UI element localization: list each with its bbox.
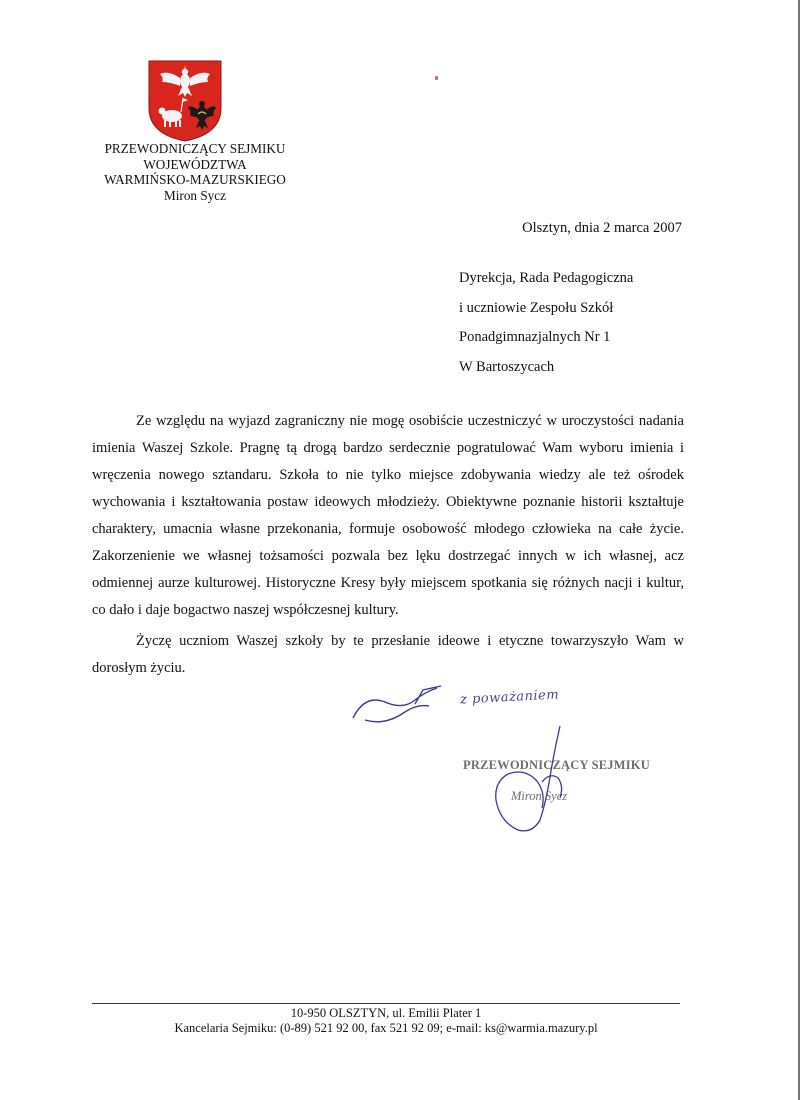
sender-title-line-3: WARMIŃSKO-MAZURSKIEGO bbox=[104, 172, 286, 188]
sender-block bbox=[60, 141, 330, 203]
letter-body-paragraph-2 bbox=[92, 628, 684, 682]
letter-date: Olsztyn, dnia 2 marca 2007 bbox=[522, 220, 682, 236]
footer-contact: Kancelaria Sejmiku: (0-89) 521 92 00, fax 521 92 09; e-mail: ks@warmia.mazury.pl bbox=[174, 1021, 598, 1035]
paragraph-1-text: Ze względu na wyjazd zagraniczny nie mogę osobiście uczestniczyć w uroczystości nadania imienia Waszej Szkole. Pragnę tą drogą bardzo serdecznie pogratulować Wam wyboru imienia i wręczenia nowego sztandaru. Szkoła to nie tylko miejsce zdobywania wiedzy ale też ośrodek wychowania i kształtowania postaw ideowych młodzieży. Obiektywne poznanie historii kształtuje charaktery, umacnia własne przekonania, formuje osobowość młodego człowieka na całe życie. Zakorzenienie we własnej tożsamości pozwala bez lęku dostrzegać innych w ich własnej, acz odmiennej aurze kulturowej. Historyczne Kresy były miejscem spotkania się różnych nacji i kultur, co dało i daje bogactwo naszej współczesnej kultury. bbox=[92, 413, 684, 618]
recipient-block bbox=[459, 270, 633, 388]
scan-speck bbox=[435, 76, 438, 80]
coat-of-arms-logo bbox=[148, 60, 222, 142]
paragraph-2-text: Życzę uczniom Waszej szkoły by te przesłanie ideowe i etyczne towarzyszyło Wam w dorosłym życiu. bbox=[92, 633, 684, 676]
footer-address: 10-950 OLSZTYN, ul. Emilii Plater 1 bbox=[290, 1006, 482, 1020]
sender-title-line-1: PRZEWODNICZĄCY SEJMIKU bbox=[104, 141, 286, 156]
stamp-title: PRZEWODNICZĄCY SEJMIKU bbox=[463, 758, 650, 772]
recipient-line-2: i uczniowie Zespołu Szkół bbox=[459, 299, 614, 316]
sender-name: Miron Sycz bbox=[164, 187, 226, 203]
recipient-line-4: W Bartoszycach bbox=[459, 358, 555, 375]
letter-body-paragraph-1 bbox=[92, 408, 684, 624]
recipient-line-1: Dyrekcja, Rada Pedagogiczna bbox=[459, 270, 634, 286]
handwritten-closing: z poważaniem bbox=[459, 687, 560, 708]
sender-title-line-2: WOJEWÓDZTWA bbox=[143, 156, 247, 172]
stamp-name: Miron Sycz bbox=[511, 789, 568, 803]
footer-divider bbox=[92, 1003, 680, 1004]
handwritten-signature bbox=[480, 722, 590, 837]
recipient-line-3: Ponadgimnazjalnych Nr 1 bbox=[459, 329, 611, 345]
